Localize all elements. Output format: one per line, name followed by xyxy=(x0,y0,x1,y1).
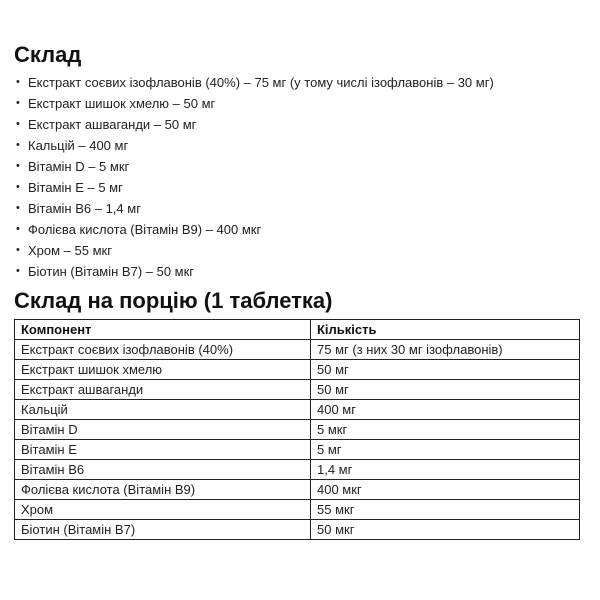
bullet-icon: • xyxy=(16,181,20,193)
component-cell: Вітамін B6 xyxy=(15,460,311,480)
list-item xyxy=(14,135,586,156)
list-item-text: Кальцій – 400 мг xyxy=(28,138,129,153)
amount-cell: 400 мг xyxy=(311,400,580,420)
amount-cell: 50 мг xyxy=(311,380,580,400)
list-item-text: Хром – 55 мкг xyxy=(28,243,112,258)
ingredient-list xyxy=(14,72,586,282)
bullet-icon: • xyxy=(16,202,20,214)
component-cell: Біотин (Вітамін B7) xyxy=(15,520,311,540)
list-item xyxy=(14,156,586,177)
bullet-icon: • xyxy=(16,76,20,88)
list-item-text: Вітамін E – 5 мг xyxy=(28,180,123,195)
component-cell: Кальцій xyxy=(15,400,311,420)
table-row xyxy=(15,360,580,380)
amount-cell: 5 мкг xyxy=(311,420,580,440)
serving-title: Склад на порцію (1 таблетка) xyxy=(14,288,333,313)
amount-cell: 400 мкг xyxy=(311,480,580,500)
list-item xyxy=(14,198,586,219)
amount-cell: 50 мг xyxy=(311,360,580,380)
table-row xyxy=(15,460,580,480)
table-row xyxy=(15,420,580,440)
amount-cell: 5 мг xyxy=(311,440,580,460)
list-item xyxy=(14,219,586,240)
list-item-text: Екстракт соєвих ізофлавонів (40%) – 75 мг (у тому числі ізофлавонів – 30 мг) xyxy=(28,75,494,90)
component-cell: Екстракт соєвих ізофлавонів (40%) xyxy=(15,340,311,360)
table-row xyxy=(15,480,580,500)
component-cell: Вітамін E xyxy=(15,440,311,460)
list-item-text: Вітамін B6 – 1,4 мг xyxy=(28,201,141,216)
list-item xyxy=(14,72,586,93)
component-cell: Фолієва кислота (Вітамін B9) xyxy=(15,480,311,500)
bullet-icon: • xyxy=(16,223,20,235)
amount-cell: 55 мкг xyxy=(311,500,580,520)
bullet-icon: • xyxy=(16,160,20,172)
composition-title: Склад xyxy=(14,42,82,67)
list-item xyxy=(14,240,586,261)
table-row xyxy=(15,380,580,400)
column-header-amount: Кількість xyxy=(311,320,580,340)
list-item-text: Фолієва кислота (Вітамін B9) – 400 мкг xyxy=(28,222,262,237)
component-cell: Вітамін D xyxy=(15,420,311,440)
table-row xyxy=(15,340,580,360)
list-item xyxy=(14,177,586,198)
bullet-icon: • xyxy=(16,118,20,130)
table-row xyxy=(15,400,580,420)
list-item xyxy=(14,114,586,135)
list-item-text: Біотин (Вітамін B7) – 50 мкг xyxy=(28,264,195,279)
table-header-row xyxy=(15,320,580,340)
bullet-icon: • xyxy=(16,265,20,277)
bullet-icon: • xyxy=(16,244,20,256)
bullet-icon: • xyxy=(16,97,20,109)
list-item-text: Вітамін D – 5 мкг xyxy=(28,159,130,174)
bullet-icon: • xyxy=(16,139,20,151)
serving-table xyxy=(14,319,580,540)
component-cell: Екстракт ашваганди xyxy=(15,380,311,400)
list-item xyxy=(14,93,586,114)
component-cell: Екстракт шишок хмелю xyxy=(15,360,311,380)
list-item xyxy=(14,261,586,282)
component-cell: Хром xyxy=(15,500,311,520)
list-item-text: Екстракт ашваганди – 50 мг xyxy=(28,117,197,132)
list-item-text: Екстракт шишок хмелю – 50 мг xyxy=(28,96,216,111)
amount-cell: 75 мг (з них 30 мг ізофлавонів) xyxy=(311,340,580,360)
column-header-component: Компонент xyxy=(15,320,311,340)
amount-cell: 1,4 мг xyxy=(311,460,580,480)
table-row xyxy=(15,440,580,460)
document xyxy=(14,40,586,540)
table-row xyxy=(15,500,580,520)
table-row xyxy=(15,520,580,540)
amount-cell: 50 мкг xyxy=(311,520,580,540)
